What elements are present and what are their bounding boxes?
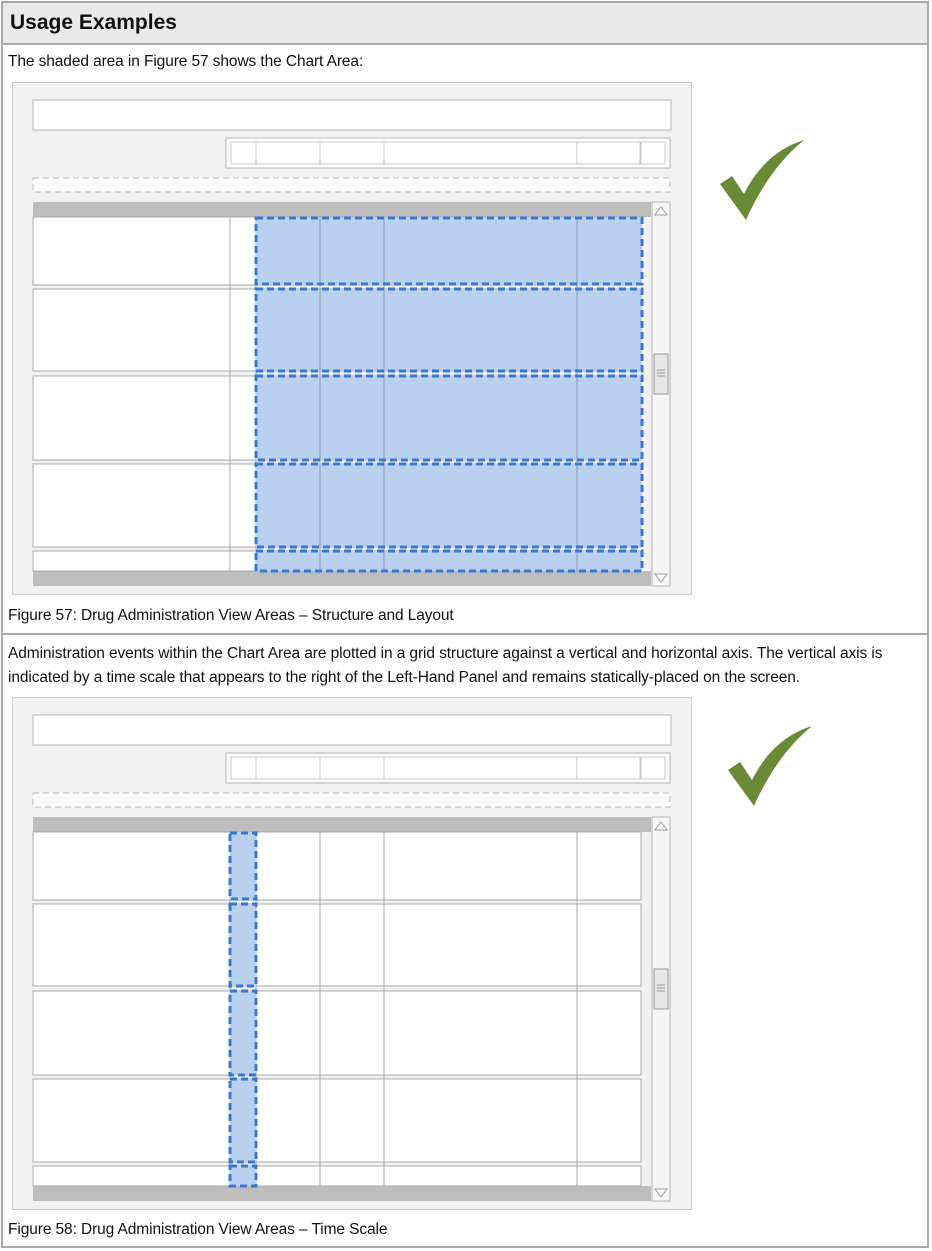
dashed-placeholder-bar <box>33 178 670 192</box>
section1-intro: The shaded area in Figure 57 shows the Chart Area: <box>8 53 364 70</box>
section2-intro-line1: Administration events within the Chart Area are plotted in a grid structure against a vertical and horizontal axis. The vertical axis is <box>8 645 883 662</box>
table-header <box>1 1 929 45</box>
vertical-scrollbar <box>652 817 670 1201</box>
column-header-strip <box>226 138 670 168</box>
checkmark-icon <box>726 722 816 808</box>
figure57-chart-area-diagram <box>12 82 692 595</box>
grid-rows <box>33 832 641 1186</box>
title-bar-placeholder <box>33 100 671 130</box>
section-divider <box>1 633 929 635</box>
checkmark-icon <box>718 136 808 222</box>
chart-area-highlight <box>256 217 642 571</box>
figure58-caption: Figure 58: Drug Administration View Areas – Time Scale <box>8 1221 388 1238</box>
grid-bottom-bar <box>33 1186 651 1201</box>
table-header-title: Usage Examples <box>10 11 177 34</box>
column-header-strip <box>226 753 670 783</box>
section2-intro-line2: indicated by a time scale that appears to the right of the Left-Hand Panel and remains statically-placed on the screen. <box>8 669 800 686</box>
scrollbar-thumb <box>654 969 668 1009</box>
grid-top-bar <box>33 817 651 832</box>
figure57-caption: Figure 57: Drug Administration View Areas – Structure and Layout <box>8 607 454 624</box>
title-bar-placeholder <box>33 715 671 745</box>
vertical-scrollbar <box>652 202 670 586</box>
grid-top-bar <box>33 202 651 217</box>
figure58-time-scale-diagram <box>12 697 692 1210</box>
grid-bottom-bar <box>33 571 651 586</box>
time-scale-highlight <box>230 832 256 1186</box>
scrollbar-thumb <box>654 354 668 394</box>
dashed-placeholder-bar <box>33 793 670 807</box>
